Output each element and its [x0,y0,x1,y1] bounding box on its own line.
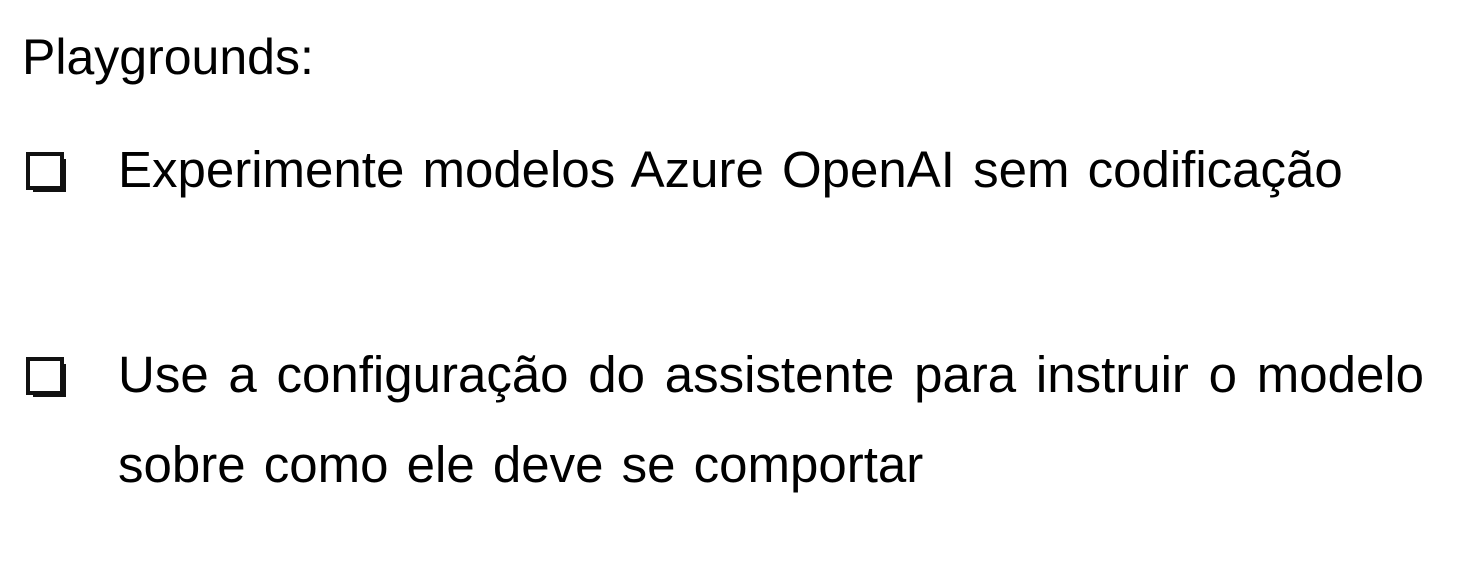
bullet-text: Experimente modelos Azure OpenAI sem codificação [118,141,1343,198]
checkbox-square-icon [26,152,68,194]
slide-title: Playgrounds: [22,29,314,85]
bullet-text: Use a configuração do assistente para instruir o modelo sobre como ele deve se comportar [118,346,1424,493]
checkbox-square-icon [26,357,68,399]
